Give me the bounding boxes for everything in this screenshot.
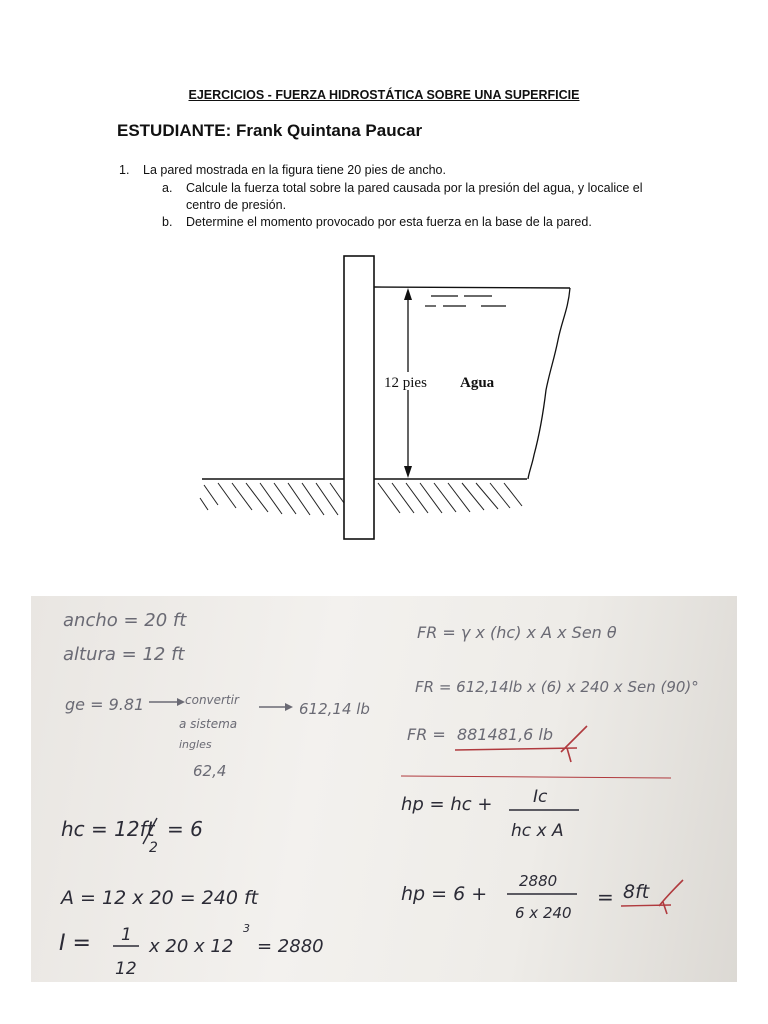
handwritten-solution-photo [31, 596, 737, 982]
water-boundary [528, 288, 570, 479]
note-inertia-lhs: I = [59, 931, 91, 956]
water-surface [374, 287, 570, 288]
note-hp-num: Ic [533, 787, 548, 807]
student-label: ESTUDIANTE: [117, 121, 232, 140]
item-text: Calcule la fuerza total sobre la pared causada por la presión del agua, y localice el centro de presión. [186, 181, 643, 212]
check-mark-icon [659, 880, 683, 914]
note-hp-lhs: hp = hc + [401, 794, 493, 815]
note-ancho: ancho = 20 ft [63, 610, 187, 631]
arrow-down-icon [404, 466, 412, 478]
item-marker: a. [162, 181, 173, 195]
problem-number: 1. [119, 163, 130, 177]
note-hp-den: hc x A [511, 821, 564, 841]
item-marker: b. [162, 215, 173, 229]
note-fr-result-lhs: FR = [407, 725, 446, 744]
note-hc: hc = 12ft [61, 817, 155, 841]
note-ingles: ingles [179, 738, 212, 751]
note-fr-formula: FR = γ x (hc) x A x Sen θ [417, 623, 617, 642]
document-title: EJERCICIOS - FUERZA HIDROSTÁTICA SOBRE UNA SUPERFICIE [188, 88, 580, 102]
check-mark-icon [561, 726, 587, 762]
note-fr-result: 881481,6 lb [457, 725, 554, 744]
item-text: Determine el momento provocado por esta fuerza en la base de la pared. [186, 215, 592, 229]
wall [344, 256, 374, 539]
note-624: 62,4 [193, 762, 227, 780]
note-area: A = 12 x 20 = 240 ft [61, 887, 259, 909]
note-inertia-num: 1 [121, 925, 132, 945]
student-line [117, 121, 422, 141]
note-ge: ge = 9.81 [65, 695, 145, 714]
note-hp2-eq: = [597, 885, 614, 909]
arrow-right-icon [285, 703, 293, 711]
note-convertir: convertir [185, 693, 239, 707]
note-a-sistema: a sistema [179, 717, 238, 731]
note-inertia-den: 12 [115, 959, 137, 979]
note-fr-substitution: FR = 612,14lb x (6) x 240 x Sen (90)° [415, 678, 699, 696]
arrow-up-icon [404, 288, 412, 300]
wall-figure [196, 250, 586, 550]
fr-underline [455, 748, 577, 750]
note-inertia-rhs: x 20 x 12 [149, 936, 234, 957]
fluid-label: Agua [460, 375, 495, 391]
arrow-right-icon [177, 698, 185, 706]
note-inertia-exp: 3 [243, 922, 250, 935]
student-name: Frank Quintana Paucar [236, 121, 423, 140]
note-hp2-result: 8ft [623, 881, 650, 903]
height-label: 12 pies [384, 375, 427, 391]
note-hp2-lhs: hp = 6 + [401, 883, 488, 905]
note-altura: altura = 12 ft [63, 644, 185, 665]
note-hc-den: 2 [149, 840, 158, 856]
problem-item-a [162, 180, 682, 214]
note-hp2-den: 6 x 240 [515, 904, 572, 922]
note-conversion-value: 612,14 lb [299, 700, 370, 718]
problem-statement [119, 162, 446, 179]
handwritten-notes [31, 596, 737, 982]
problem-item-b [162, 214, 592, 231]
note-inertia-result: = 2880 [257, 936, 324, 957]
water-ripples [425, 296, 506, 306]
section-divider [401, 776, 671, 778]
note-hc-result: = 6 [167, 817, 203, 841]
problem-text: La pared mostrada en la figura tiene 20 pies de ancho. [143, 163, 446, 177]
note-hp2-num: 2880 [519, 872, 558, 890]
